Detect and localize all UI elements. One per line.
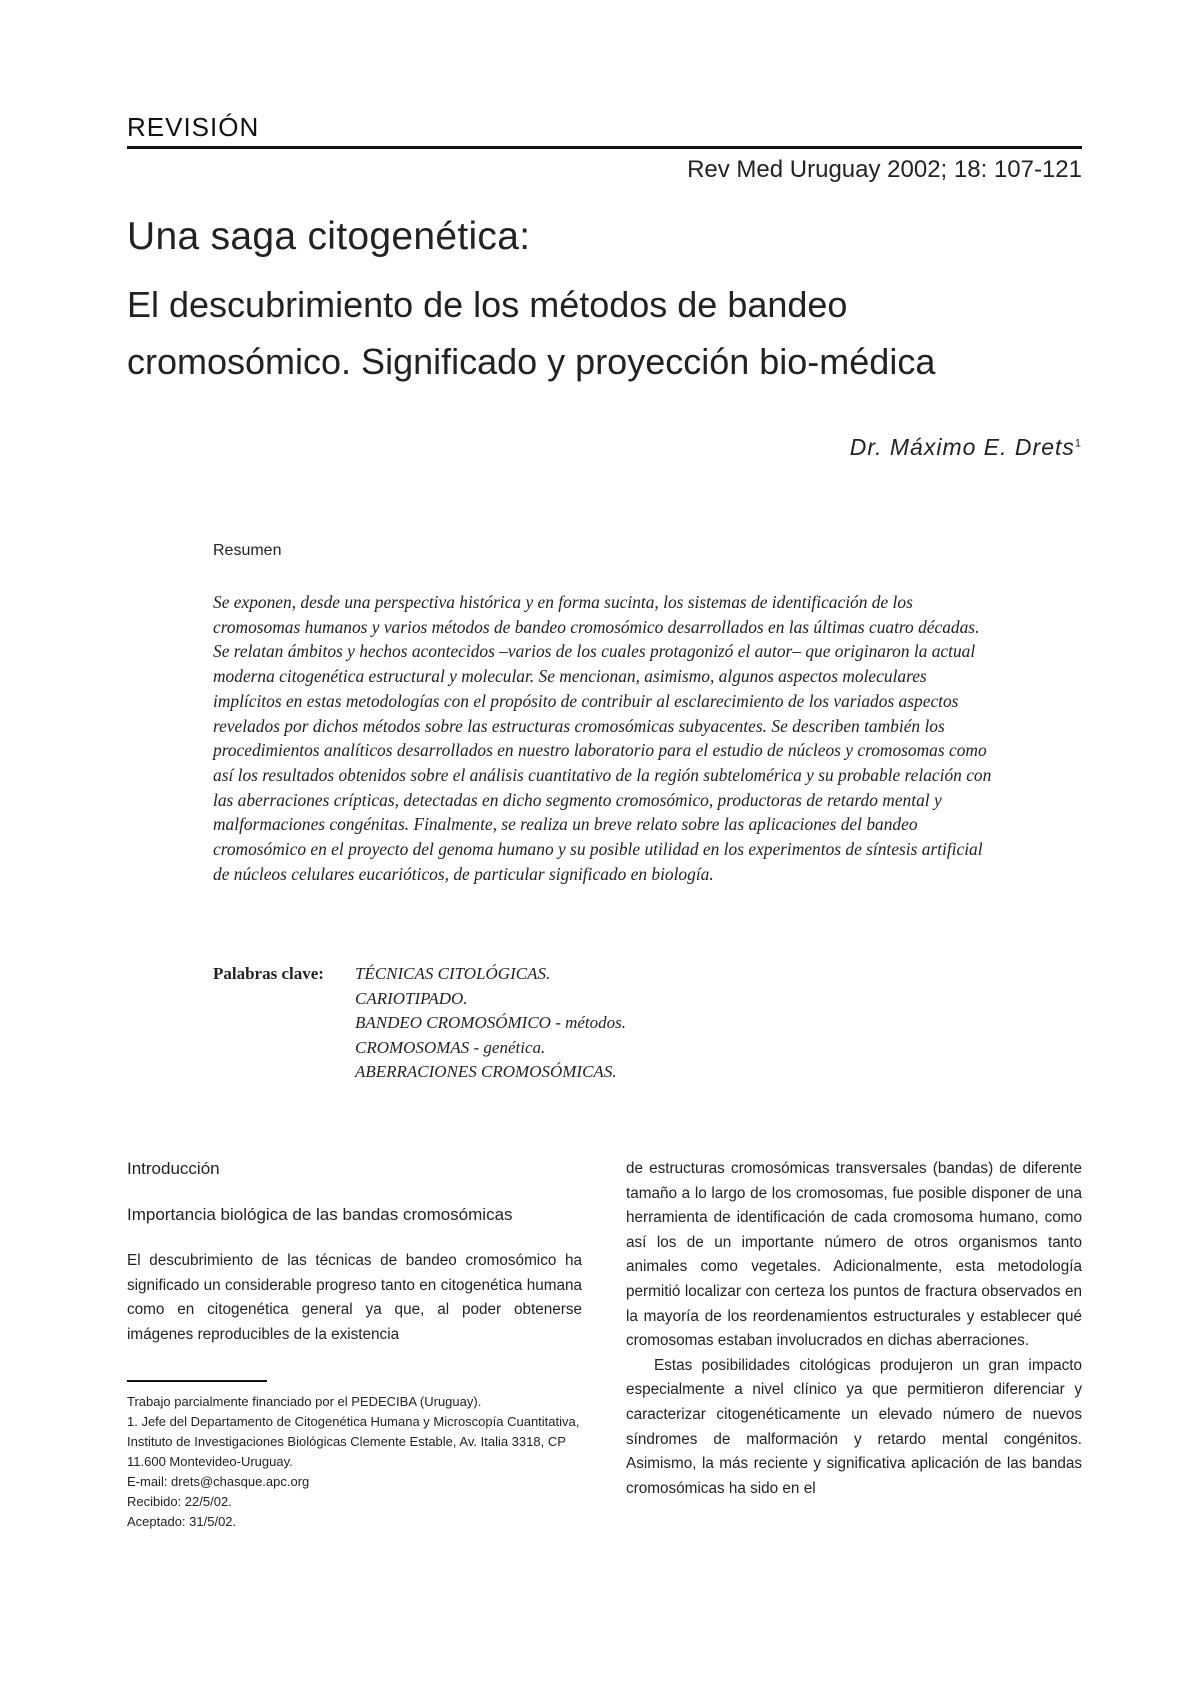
author-footnote-mark: 1	[1074, 437, 1082, 450]
introduction-heading: Introducción	[127, 1159, 220, 1178]
journal-citation: Rev Med Uruguay 2002; 18: 107-121	[687, 156, 1082, 183]
keywords-list	[355, 962, 626, 1085]
article-subtitle: El descubrimiento de los métodos de bandeo cromosómico. Significado y proyección bio-médica	[127, 284, 936, 382]
keyword-item: ABERRACIONES CROMOSÓMICAS.	[355, 1062, 617, 1081]
subsection-heading: Importancia biológica de las bandas cromosómicas	[127, 1205, 513, 1224]
keywords-label: Palabras clave:	[213, 964, 324, 983]
keyword-item: BANDEO CROMOSÓMICO - métodos.	[355, 1013, 627, 1032]
body-paragraph: de estructuras cromosómicas transversales (bandas) de diferente tamaño a lo largo de los cromosomas, fue posible disponer de una herramienta de identificación de cada cromosoma humano, como así los de un importante número de otros organismos tanto animales como vegetales. Adicionalmente, esta metodología permitió localizar con certeza los puntos de fractura observados en la mayoría de los reordenamientos estructurales y establecer qué cromosomas estaban involucrados en dichas aberraciones.	[626, 1160, 1082, 1350]
body-paragraph: Estas posibilidades citológicas produjeron un gran impacto especialmente a nivel clínico ya que permitieron diferenciar y caracterizar citogenéticamente un elevado número de nuevos síndromes de malformación y retardo mental congénitos. Asimismo, la más reciente y significativa aplicación de las bandas cromosómicas ha sido en el	[626, 1356, 1082, 1497]
footnote-email: E-mail: drets@chasque.apc.org	[127, 1474, 310, 1489]
body-paragraph: El descubrimiento de las técnicas de bandeo cromosómico ha significado un considerable progreso tanto en citogenética humana como en citogenética general ya que, al poder obtenerse imágenes reproducibles de la existencia	[127, 1252, 582, 1343]
footnote-funding: Trabajo parcialmente financiado por el PEDECIBA (Uruguay).	[127, 1394, 482, 1409]
author-name: Dr. Máximo E. Drets	[849, 434, 1075, 460]
section-label: REVISIÓN	[127, 112, 260, 142]
footnote-received: Recibido: 22/5/02.	[127, 1494, 232, 1509]
abstract-heading: Resumen	[213, 542, 282, 559]
abstract-text: Se exponen, desde una perspectiva histórica y en forma sucinta, los sistemas de identificación de los cromosomas humanos y varios métodos de bandeo cromosómico desarrollados en las últimas cuatro décadas. Se relatan ámbitos y hechos acontecidos –varios de los cuales protagonizó el autor– que originaron la actual moderna citogenética estructural y molecular. Se mencionan, asimismo, algunos aspectos moleculares implícitos en estas metodologías con el propósito de contribuir al esclarecimiento de los variados aspectos revelados por dichos métodos sobre las estructuras cromosómicas subyacentes. Se describen también los procedimientos analíticos desarrollados en nuestro laboratorio para el estudio de núcleos y cromosomas como así los resultados obtenidos sobre el análisis cuantitativo de la región subtelomérica y su probable relación con las aberraciones crípticas, detectadas en dicho segmento cromosómico, productoras de retardo mental y malformaciones congénitas. Finalmente, se realiza un breve relato sobre las aplicaciones del bandeo cromosómico en el proyecto del genoma humano y su posible utilidad en los experimentos de síntesis artificial de núcleos celulares eucarióticos, de particular significado en biología.	[213, 592, 992, 884]
footnote-rule	[127, 1380, 267, 1382]
footnote-accepted: Aceptado: 31/5/02.	[127, 1514, 237, 1529]
footnotes	[127, 1392, 585, 1532]
body-column-left	[127, 1157, 582, 1347]
header-rule	[127, 146, 1082, 149]
keyword-item: CROMOSOMAS - genética.	[355, 1037, 546, 1057]
keyword-item: CARIOTIPADO.	[355, 988, 468, 1008]
keyword-item: TÉCNICAS CITOLÓGICAS.	[355, 964, 551, 983]
footnote-affiliation: 1. Jefe del Departamento de Citogenética Humana y Microscopía Cuantitativa, Instituto de Investigaciones Biológicas Clemente Estable, Av. Italia 3318, CP 11.600 Montevideo-Uruguay.	[127, 1414, 580, 1469]
article-title: Una saga citogenética:	[127, 215, 531, 258]
author-byline	[850, 434, 1082, 461]
body-column-right	[626, 1157, 1082, 1501]
